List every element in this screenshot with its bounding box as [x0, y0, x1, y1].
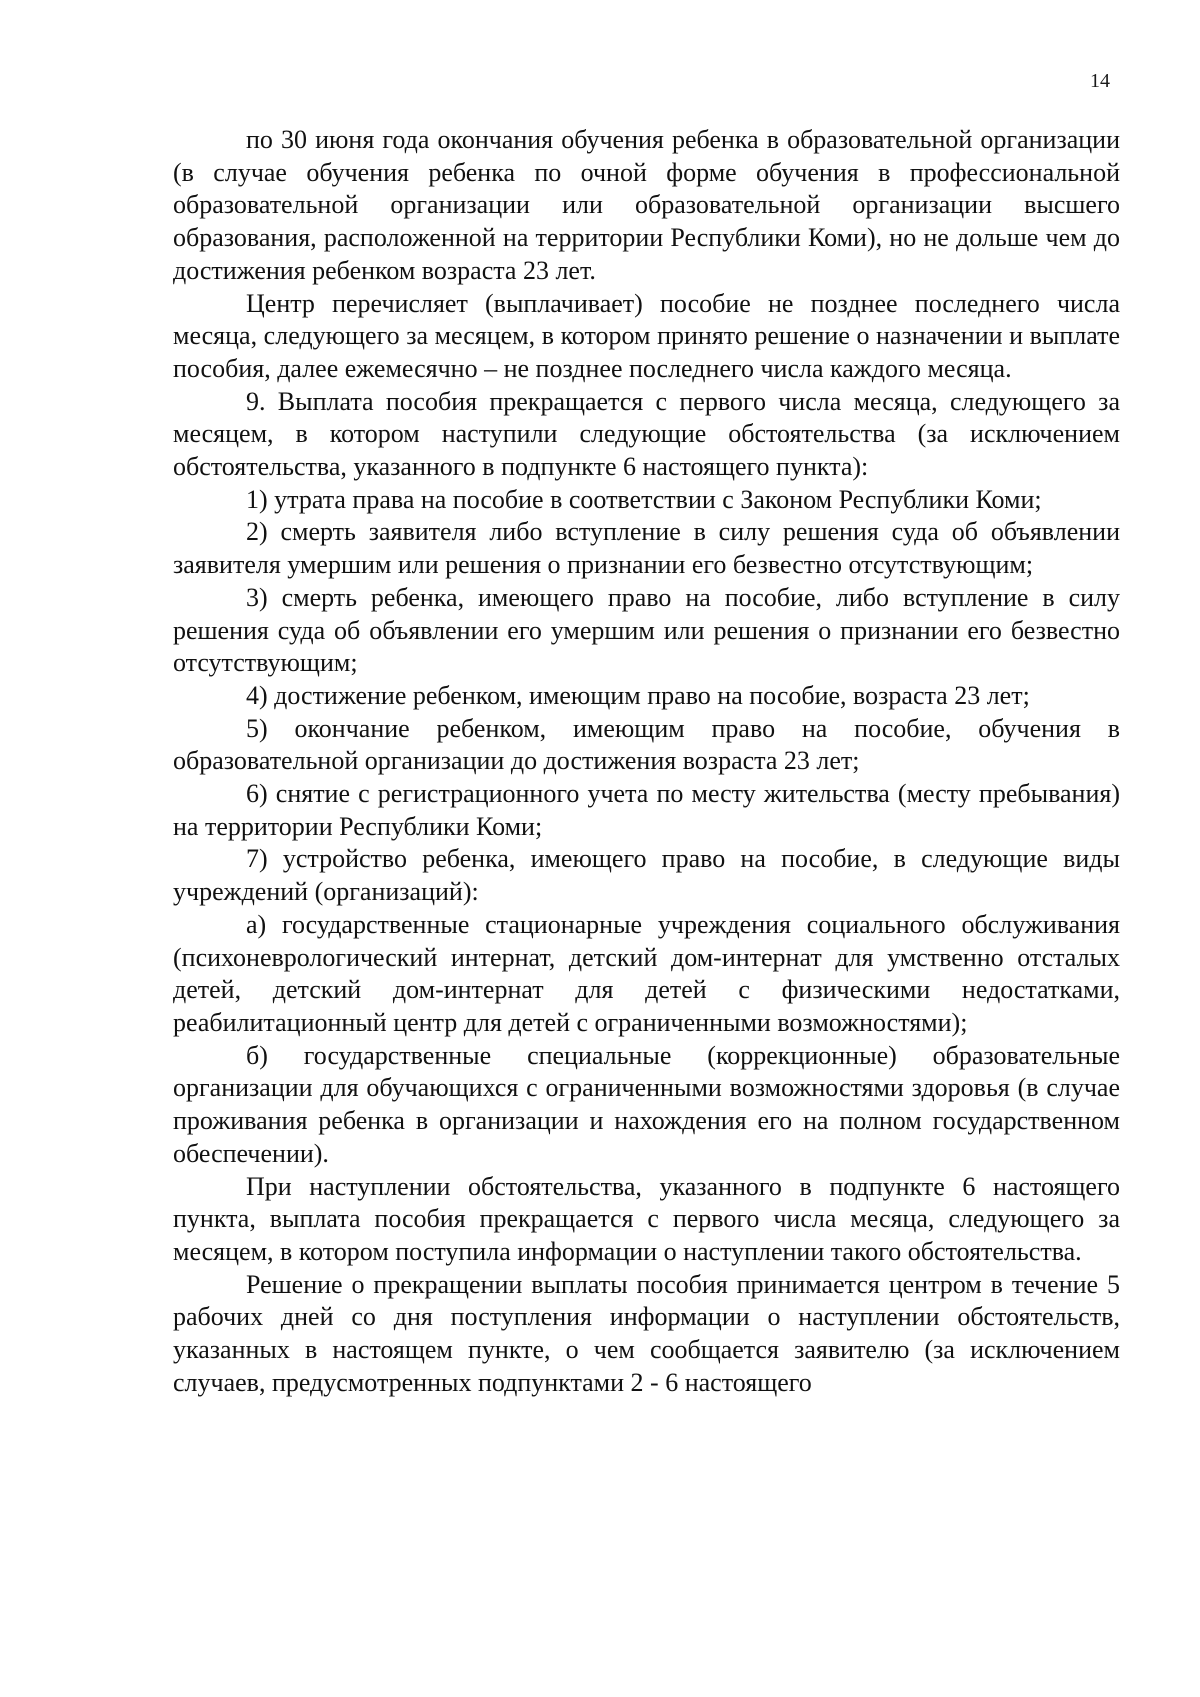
- paragraph-continuation: по 30 июня года окончания обучения ребенка в образовательной организации (в случае обучения ребенка по очной форме обучения в профессиональной образовательной организации или образовательной организации высшего образования, расположенной на территории Республики Коми), но не дольше чем до достижения ребенком возраста 23 лет.: [173, 125, 1120, 285]
- subitem-6: 6) снятие с регистрационного учета по месту жительства (месту пребывания) на территории Республики Коми;: [173, 779, 1120, 841]
- subitem-4: 4) достижение ребенком, имеющим право на пособие, возраста 23 лет;: [246, 680, 1030, 710]
- subitem-7a: а) государственные стационарные учреждения социального обслуживания (психоневрологический интернат, детский дом-интернат для умственно отсталых детей, детский дом-интернат для детей с физическими недостатками, реабилитационный центр для детей с ограниченными возможностями);: [173, 909, 1120, 1037]
- paragraph-item-9: 9. Выплата пособия прекращается с первого числа месяца, следующего за месяцем, в котором наступили следующие обстоятельства (за исключением обстоятельства, указанного в подпункте 6 настоящего пункта):: [173, 386, 1120, 482]
- subitem-7b: б) государственные специальные (коррекционные) образовательные организации для обучающихся с ограниченными возможностями здоровья (в случае проживания ребенка в организации и нахождения его на полном государственном обеспечении).: [173, 1040, 1120, 1168]
- subitem-1: 1) утрата права на пособие в соответствии с Законом Республики Коми;: [246, 484, 1042, 514]
- subitem-5: 5) окончание ребенком, имеющим право на пособие, обучения в образовательной организации до достижения возраста 23 лет;: [173, 713, 1120, 776]
- paragraph-payment-terms: Центр перечисляет (выплачивает) пособие не позднее последнего числа месяца, следующего за месяцем, в котором принято решение о назначении и выплате пособия, далее ежемесячно – не позднее последнего числа каждого месяца.: [173, 288, 1120, 383]
- subitem-3: 3) смерть ребенка, имеющего право на пособие, либо вступление в силу решения суда об объявлении его умершим или решения о признании его безвестно отсутствующим;: [173, 582, 1120, 678]
- subitem-7: 7) устройство ребенка, имеющего право на пособие, в следующие виды учреждений (организаций):: [173, 844, 1120, 907]
- paragraph-circumstance-6: При наступлении обстоятельства, указанного в подпункте 6 настоящего пункта, выплата пособия прекращается с первого числа месяца, следующего за месяцем, в котором поступила информации о наступлении такого обстоятельства.: [173, 1171, 1120, 1266]
- paragraph-decision: Решение о прекращении выплаты пособия принимается центром в течение 5 рабочих дней со дня поступления информации о наступлении обстоятельств, указанных в настоящем пункте, о чем сообщается заявителю (за исключением случаев, предусмотренных подпунктами 2 - 6 настоящего: [173, 1269, 1120, 1397]
- page-number: 14: [1090, 70, 1110, 92]
- subitem-2: 2) смерть заявителя либо вступление в силу решения суда об объявлении заявителя умершим или решения о признании его безвестно отсутствующим;: [173, 517, 1120, 580]
- document-body: [173, 124, 1120, 1399]
